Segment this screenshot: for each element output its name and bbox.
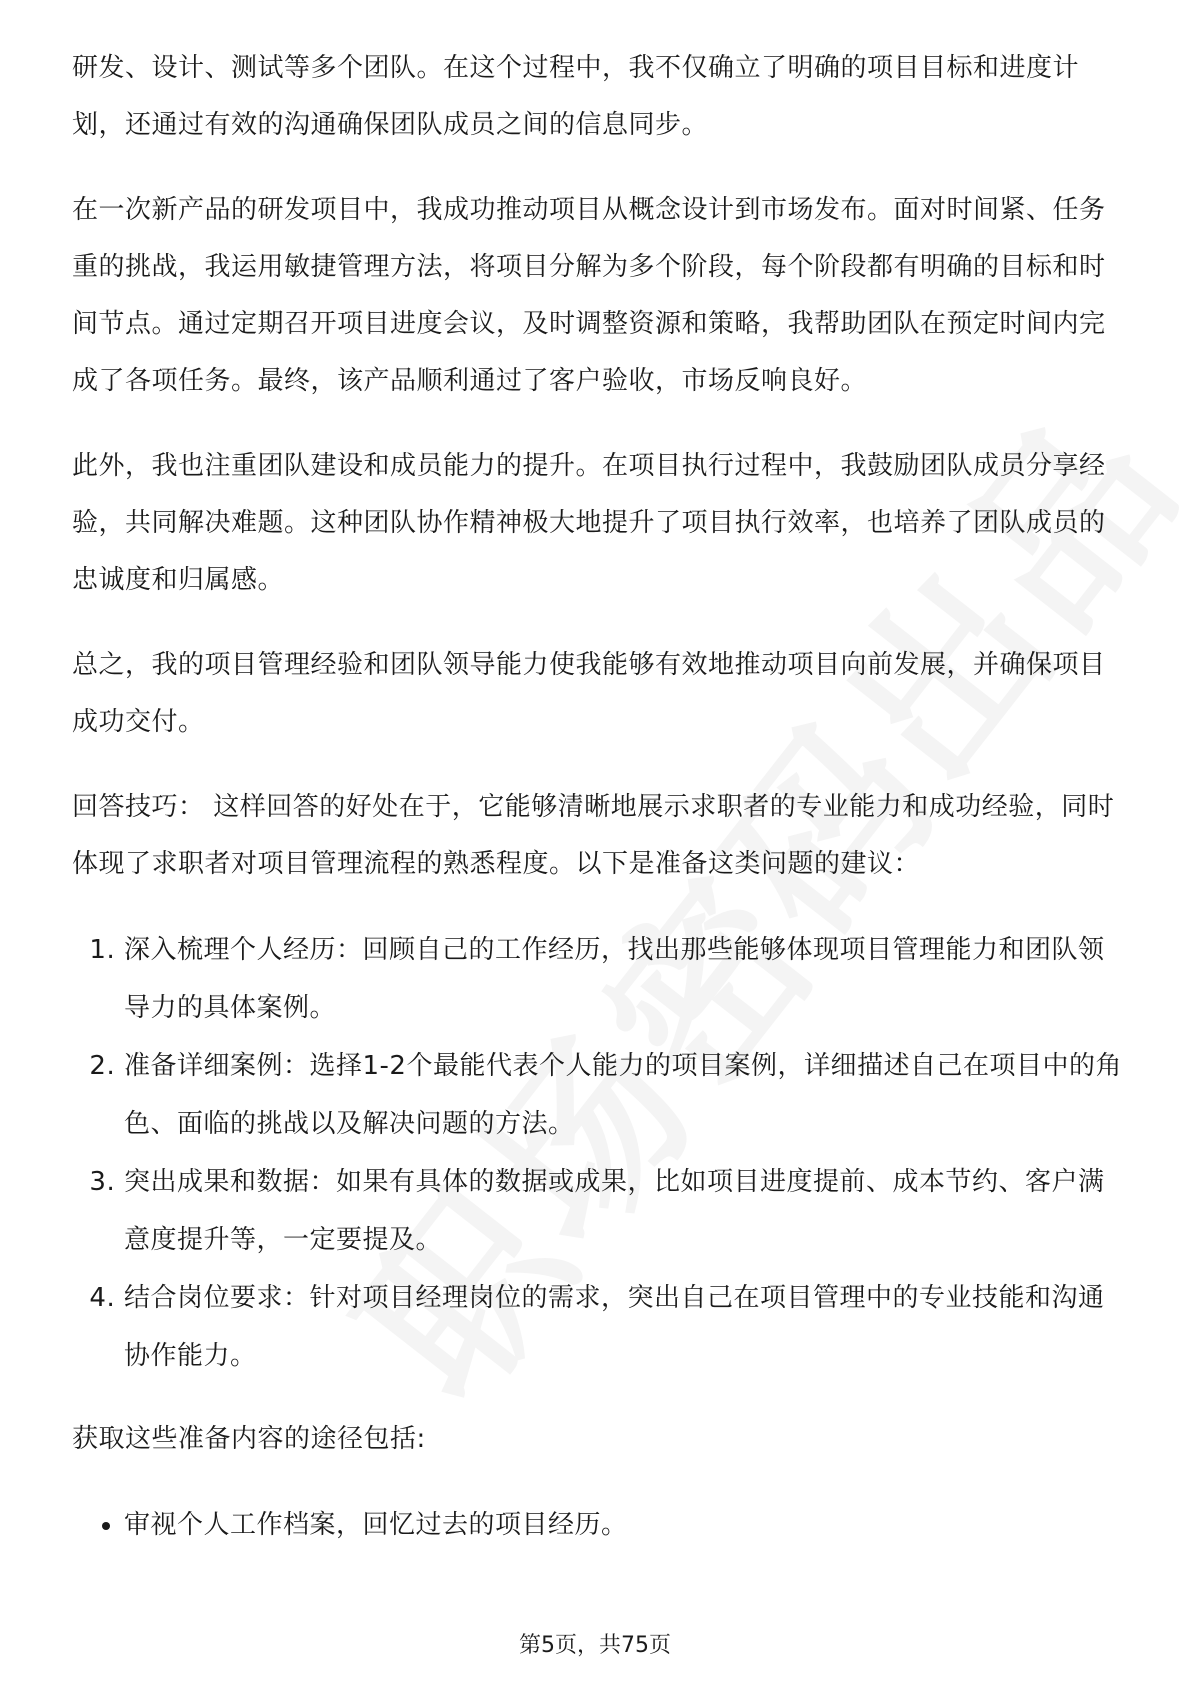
list-item: 4. 结合岗位要求：针对项目经理岗位的需求，突出自己在项目管理中的专业技能和沟通协作能力。 bbox=[124, 1269, 1122, 1385]
list-item: 1. 深入梳理个人经历：回顾自己的工作经历，找出那些能够体现项目管理能力和团队领导力的具体案例。 bbox=[124, 921, 1122, 1037]
paragraph-team-building: 此外，我也注重团队建设和成员能力的提升。在项目执行过程中，我鼓励团队成员分享经验，共同解决难题。这种团队协作精神极大地提升了项目执行效率，也培养了团队成员的忠诚度和归属感。 bbox=[72, 451, 1106, 595]
paragraph-summary: 总之，我的项目管理经验和团队领导能力使我能够有效地推动项目向前发展，并确保项目成功交付。 bbox=[72, 650, 1106, 737]
paragraph-team-collaboration: 研发、设计、测试等多个团队。在这个过程中，我不仅确立了明确的项目目标和进度计划，还通过有效的沟通确保团队成员之间的信息同步。 bbox=[72, 53, 1080, 140]
paragraph-answer-tips: 回答技巧： 这样回答的好处在于，它能够清晰地展示求职者的专业能力和成功经验，同时体现了求职者对项目管理流程的熟悉程度。以下是准备这类问题的建议： bbox=[72, 792, 1115, 879]
document-body bbox=[72, 40, 1122, 1554]
sources-list bbox=[72, 1496, 1122, 1554]
paragraph-sources-intro: 获取这些准备内容的途径包括: bbox=[72, 1424, 426, 1454]
paragraph-product-project: 在一次新产品的研发项目中，我成功推动项目从概念设计到市场发布。面对时间紧、任务重的挑战，我运用敏捷管理方法，将项目分解为多个阶段，每个阶段都有明确的目标和时间节点。通过定期召开项目进度会议，及时调整资源和策略，我帮助团队在预定时间内完成了各项任务。最终，该产品顺利通过了客户验收，市场反响良好。 bbox=[72, 195, 1106, 396]
page-number: 第5页，共75页 bbox=[519, 1633, 671, 1658]
list-item: 3. 突出成果和数据：如果有具体的数据或成果，比如项目进度提前、成本节约、客户满意度提升等，一定要提及。 bbox=[124, 1153, 1122, 1269]
tips-list bbox=[72, 921, 1122, 1385]
list-item: 2. 准备详细案例：选择1-2个最能代表个人能力的项目案例，详细描述自己在项目中的角色、面临的挑战以及解决问题的方法。 bbox=[124, 1037, 1122, 1153]
list-item: • 审视个人工作档案，回忆过去的项目经历。 bbox=[124, 1496, 1122, 1554]
